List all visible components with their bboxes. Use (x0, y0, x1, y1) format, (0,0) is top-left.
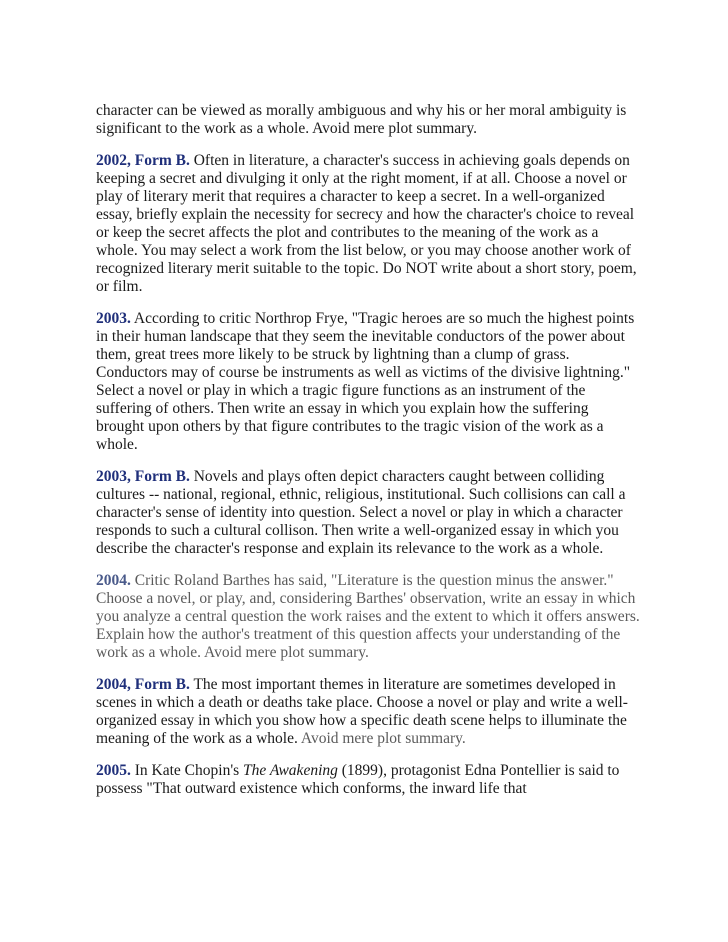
year-label: 2004. (96, 572, 131, 589)
paragraph-prompt-continuation (96, 102, 640, 138)
book-title: The Awakening (243, 762, 338, 779)
paragraph-2003 (96, 310, 640, 454)
year-label: 2003. (96, 310, 131, 327)
year-label: 2005. (96, 762, 131, 779)
paragraph-tail: Avoid mere plot summary. (297, 730, 466, 747)
paragraph-2004-form-b (96, 676, 640, 748)
paragraph-text-before: In Kate Chopin's (130, 762, 244, 779)
paragraph-text: The most important themes in literature are sometimes developed in scenes in which a death or deaths take place. Choose a novel or play and write a well-organized essay in which you show how a specific death scene helps to illuminate the meaning of the work as a whole. (96, 676, 628, 747)
paragraph-2004 (96, 572, 640, 662)
paragraph-text: character can be viewed as morally ambiguous and why his or her moral ambiguity is significant to the work as a whole. Avoid mere plot summary. (96, 102, 627, 137)
paragraph-text: According to critic Northrop Frye, "Tragic heroes are so much the highest points in their human landscape that they seem the inevitable conductors of the power about them, great trees more likely to be struck by lightning than a clump of grass. Conductors may of course be instruments as well as victims of the divisive lightning." Select a novel or play in which a tragic figure functions as an instrument of the suffering of others. Then write an essay in which you explain how the suffering brought upon others by that figure contributes to the tragic vision of the work as a whole. (96, 310, 635, 453)
paragraph-2005 (96, 762, 640, 798)
paragraph-text-after: (1899), protagonist Edna Pontellier is said to possess "That outward existence which conforms, the inward life that (96, 762, 620, 797)
paragraph-2003-form-b (96, 468, 640, 558)
paragraph-text: Critic Roland Barthes has said, "Literature is the question minus the answer." Choose a novel, or play, and, considering Barthes' observation, write an essay in which you analyze a central question the work raises and the extent to which it offers answers. Explain how the author's treatment of this question affects your understanding of the work as a whole. Avoid mere plot summary. (96, 572, 640, 661)
paragraph-2002-form-b (96, 152, 640, 296)
year-label: 2002, Form B. (96, 152, 190, 169)
year-label: 2004, Form B. (96, 676, 190, 693)
paragraph-text: Novels and plays often depict characters caught between colliding cultures -- national, regional, ethnic, religious, institutional. Such collisions can call a character's sense of identity into question. Select a novel or play in which a character responds to such a cultural collison. Then write a well-organized essay in which you describe the character's response and explain its relevance to the work as a whole. (96, 468, 626, 557)
year-label: 2003, Form B. (96, 468, 190, 485)
paragraph-text: Often in literature, a character's success in achieving goals depends on keeping a secret and divulging it only at the right moment, if at all. Choose a novel or play of literary merit that requires a character to keep a secret. In a well-organized essay, briefly explain the necessity for secrecy and how the character's choice to reveal or keep the secret affects the plot and contributes to the meaning of the work as a whole. You may select a work from the list below, or you may choose another work of recognized literary merit suitable to the topic. Do NOT write about a short story, poem, or film. (96, 152, 637, 295)
